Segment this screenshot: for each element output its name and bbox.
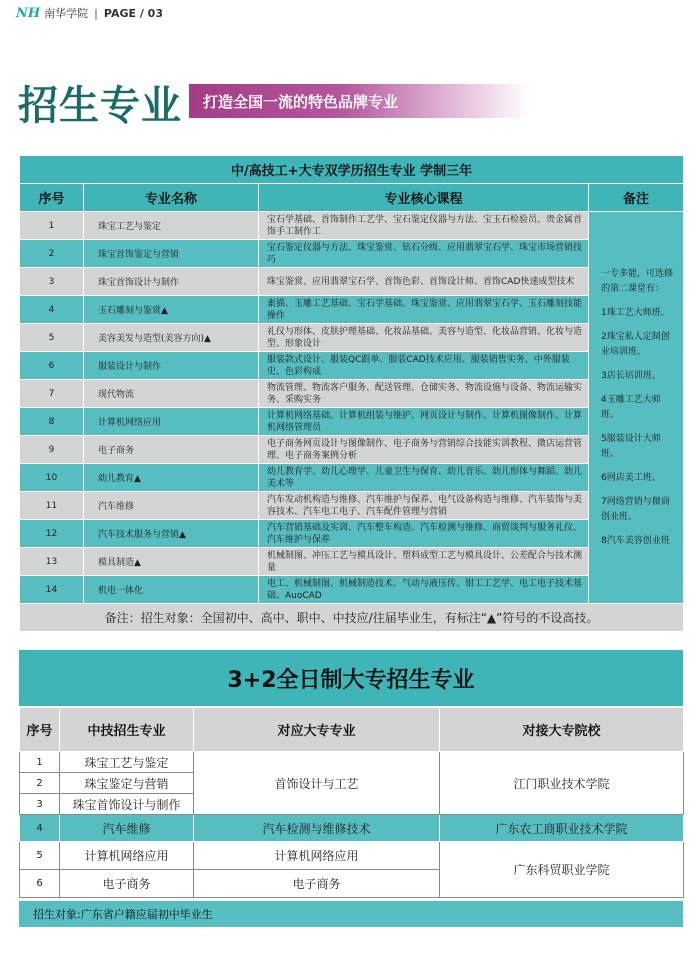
note-line: 6网店美工班、 [601, 472, 661, 483]
table-row [20, 842, 684, 870]
row-courses: 幼儿教育学、幼儿心理学、儿童卫生与保育、幼儿音乐、幼儿形体与舞蹈、幼儿美术等 [259, 464, 589, 492]
col-header-notes: 备注 [589, 184, 684, 212]
row-college: 广东科贸职业学院 [440, 842, 684, 898]
row-courses: 电工、机械制图、机械制造技术、气动与液压传、钳工工艺学、电工电子技术基础、AuoCAD [259, 576, 589, 604]
college-pathway-table [19, 707, 684, 898]
page-header [16, 4, 163, 22]
majors-table [19, 155, 684, 632]
row-no: 6 [20, 870, 60, 898]
row-no: 3 [20, 268, 84, 296]
school-name: 南华学院 [44, 7, 89, 20]
row-courses: 机械制图、冲压工艺与模具设计、塑料成型工艺与模具设计、公差配合与技术测量 [259, 548, 589, 576]
row-major: 美容美发与造型(美容方向)▲ [84, 324, 259, 352]
col-header-courses: 专业核心课程 [259, 184, 589, 212]
col-header-college: 对接大专院校 [440, 708, 684, 752]
row-no: 2 [20, 773, 60, 794]
page-title: 招生专业 [18, 83, 182, 129]
row-major: 电子商务 [84, 436, 259, 464]
row-college-major: 计算机网络应用 [194, 842, 440, 870]
row-major: 服装设计与制作 [84, 352, 259, 380]
row-major: 珠宝首饰设计与制作 [84, 268, 259, 296]
table-row [20, 520, 684, 548]
note-line: 2珠宝私人定制创业培训班、 [601, 331, 670, 357]
table-row [20, 212, 684, 240]
table-row [20, 324, 684, 352]
row-no: 7 [20, 380, 84, 408]
table-row [20, 464, 684, 492]
col-header-tech-major: 中技招生专业 [60, 708, 194, 752]
row-major: 模具制造▲ [84, 548, 259, 576]
row-no: 4 [20, 815, 60, 842]
note-line: 8汽车美容创业班 [601, 535, 670, 546]
row-major: 机电一体化 [84, 576, 259, 604]
row-tech-major: 珠宝鉴定与营销 [60, 773, 194, 794]
row-courses: 服装款式设计、服装QC跟单、服装CAD技术应用、服装销售实务、中外服装史、色彩构成 [259, 352, 589, 380]
slogan-banner [189, 84, 529, 118]
row-major: 珠宝首饰鉴定与营销 [84, 240, 259, 268]
row-major: 珠宝工艺与鉴定 [84, 212, 259, 240]
row-no: 2 [20, 240, 84, 268]
row-no: 10 [20, 464, 84, 492]
note-line: 1珠工艺大师班、 [601, 307, 670, 318]
row-courses: 电子商务网页设计与图像制作、电子商务与营销综合技能实训教程、微店运营管理、电子商务案例分析 [259, 436, 589, 464]
row-no: 5 [20, 324, 84, 352]
note-line: 3店长培训班、 [601, 370, 661, 381]
row-no: 6 [20, 352, 84, 380]
section2-title [19, 650, 683, 706]
row-major: 现代物流 [84, 380, 259, 408]
row-courses: 珠宝鉴赏、应用翡翠宝石学、首饰色彩、首饰设计师、首饰CAD快速成型技术 [259, 268, 589, 296]
page-number: PAGE / 03 [103, 6, 163, 20]
row-courses: 礼仪与形体、皮肤护理基础、化妆品基础、美容与造型、化妆品营销、化妆与造型、形象设计 [259, 324, 589, 352]
row-major: 玉石雕刻与鉴赏▲ [84, 296, 259, 324]
row-no: 14 [20, 576, 84, 604]
row-no: 9 [20, 436, 84, 464]
table-row [20, 240, 684, 268]
table1-footnote: 备注：招生对象：全国初中、高中、职中、中技应/往届毕业生，有标注“▲”符号的不设高技。 [20, 604, 684, 632]
note-line: 4玉雕工艺大师班、 [601, 394, 661, 420]
table-row [20, 576, 684, 604]
slogan-text: 打造全国一流的特色品牌专业 [203, 92, 399, 111]
table-row [20, 380, 684, 408]
row-no: 3 [20, 794, 60, 815]
row-no: 12 [20, 520, 84, 548]
row-college-major: 电子商务 [194, 870, 440, 898]
row-tech-major: 计算机网络应用 [60, 842, 194, 870]
note-line: 一专多能，可选修的第二课堂有： [601, 268, 674, 294]
row-college-major: 首饰设计与工艺 [194, 752, 440, 815]
row-college: 广东农工商职业技术学院 [440, 815, 684, 842]
note-line: 7网络营销与微商创业班、 [601, 496, 670, 522]
row-courses: 计算机网络基础、计算机组装与维护、网页设计与制作、计算机图像制作、计算机网络管理员 [259, 408, 589, 436]
table-row [20, 268, 684, 296]
row-no: 11 [20, 492, 84, 520]
col-header-no: 序号 [20, 184, 84, 212]
col-header-name: 专业名称 [84, 184, 259, 212]
table-row [20, 815, 684, 842]
row-tech-major: 珠宝首饰设计与制作 [60, 794, 194, 815]
table-row [20, 492, 684, 520]
row-college: 江门职业技术学院 [440, 752, 684, 815]
section2-title-text: 3+2全日制大专招生专业 [227, 667, 475, 693]
col-header-college-major: 对应大专专业 [194, 708, 440, 752]
row-major: 计算机网络应用 [84, 408, 259, 436]
row-tech-major: 汽车维修 [60, 815, 194, 842]
table-row [20, 408, 684, 436]
row-major: 汽车技术服务与营销▲ [84, 520, 259, 548]
row-major: 幼儿教育▲ [84, 464, 259, 492]
row-no: 13 [20, 548, 84, 576]
row-major: 汽车维修 [84, 492, 259, 520]
section2-footnote [19, 901, 683, 927]
table1-caption: 中/高技工+大专双学历招生专业 学制三年 [20, 156, 684, 184]
row-tech-major: 珠宝工艺与鉴定 [60, 752, 194, 773]
row-no: 1 [20, 212, 84, 240]
section2-footnote-text: 招生对象:广东省户籍应届初中毕业生 [33, 908, 213, 921]
row-tech-major: 电子商务 [60, 870, 194, 898]
row-no: 5 [20, 842, 60, 870]
row-courses: 汽车发动机构造与维修、汽车维护与保养、电气设备构造与维修、汽车装饰与美容技术、汽车电工电子、汽车配件管理与营销 [259, 492, 589, 520]
row-courses: 宝石学基础、首饰制作工艺学、宝石鉴定仪器与方法、宝玉石检验员、贵金属首饰手工制作工 [259, 212, 589, 240]
row-no: 1 [20, 752, 60, 773]
table-row [20, 352, 684, 380]
note-line: 5服装设计大师班、 [601, 433, 661, 459]
table-row [20, 296, 684, 324]
elective-notes [589, 212, 684, 604]
row-courses: 素描、玉雕工艺基础、宝石学基础、珠宝鉴赏、应用翡翠宝石学、玉石雕刻技能操作 [259, 296, 589, 324]
col-header-no: 序号 [20, 708, 60, 752]
row-courses: 物流管理、物流客户服务、配送管理、仓储实务、物流设施与设备、物流运输实务、采购实务 [259, 380, 589, 408]
row-courses: 汽车营销基础及实训、汽车整车构造、汽车检测与维修、商贸谈判与服务礼仪、汽车维护与保养 [259, 520, 589, 548]
header-separator: | [94, 6, 98, 20]
row-college-major: 汽车检测与维修技术 [194, 815, 440, 842]
table-row [20, 436, 684, 464]
row-no: 4 [20, 296, 84, 324]
row-no: 8 [20, 408, 84, 436]
school-logo: NH [16, 5, 41, 21]
table-row [20, 752, 684, 773]
row-courses: 宝石鉴定仪器与方法、珠宝鉴赏、钻石分级、应用翡翠宝石学、珠宝市场营销技巧 [259, 240, 589, 268]
table-row [20, 548, 684, 576]
